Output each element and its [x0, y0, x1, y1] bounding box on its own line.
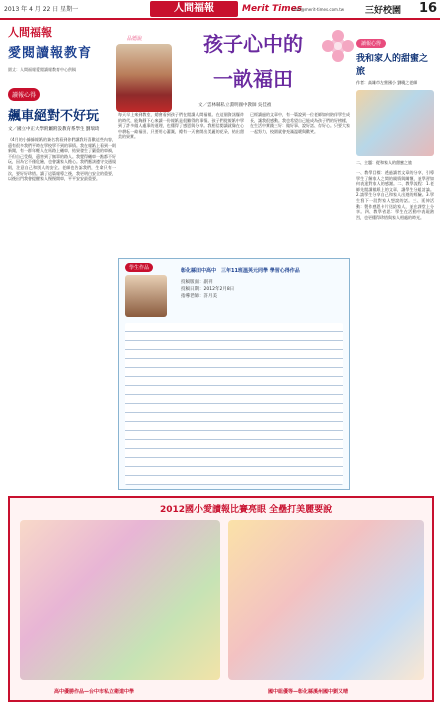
right-article-photo: [356, 90, 434, 156]
contest-artwork-1: [20, 520, 220, 680]
teacher-photo: [116, 36, 172, 112]
handwritten-essay: [125, 323, 343, 485]
right-article-title: 我和家人的甜蜜之旅: [356, 54, 429, 77]
article-author: 文／國立中正大學附屬附設教育系學生 劉瑞琦: [8, 127, 100, 132]
contest-band: [8, 496, 434, 702]
feature-column-1: [118, 112, 244, 252]
feature-byline: 文／雲林縣私立淵明國中教師 吳佳禎: [198, 103, 272, 108]
handwriting-heading: 彰化縣田中高中 三年11班溫英元同學 學習心得作品: [181, 268, 300, 274]
student-photo: [125, 275, 167, 317]
right-article: [356, 30, 434, 520]
contest-artwork-2: [228, 520, 424, 680]
page-header: [0, 0, 440, 20]
masthead-org: 園丈：人間福報愛閱讀報教育中心供稿: [8, 67, 76, 72]
right-article-tag: 讀報心得: [356, 39, 386, 48]
feature-body-1: 每天早上來到教室，總會看到孩子們在閱讀人間福報。在這個資訊爆炸的時代，能夠靜下心來讀一份報紙是很難得的事情。孩子們從報紙中學到了許多做人處事的道理，也懂得了感恩與分享。我相信閱讀就像在心中耕耘一畝福田，只要用心灌溉，總有一天會開出美麗的花朵，結出甜美的果實。: [118, 112, 244, 140]
brand-logo: 人間福報: [150, 1, 238, 17]
brand-english: Merit Times: [242, 4, 303, 14]
handwriting-tag: 學生作品: [125, 263, 153, 272]
article-headline: 飆車絕對不好玩: [8, 109, 100, 124]
contest-title: 2012國小愛讀報比賽亮眼 全壘打美麗要說: [160, 505, 333, 515]
feature-column-2: [250, 112, 350, 252]
contest-caption-1: 高中優勝作品—台中市私立衛道中學: [54, 689, 135, 695]
contact-email: staff@merit-times.com.tw: [292, 7, 345, 12]
right-article-author: 作者：高雄市左營國小 劉曉之老師: [356, 80, 418, 85]
right-article-body: 一、教學目標：透過讀者文章的分享，引導學生了解家人之間的親情與關懷，並學習如何表達對家人的感謝。二、教學流程：1.老師先閱讀報紙上的文章，讓學生分組討論。2.請學生分享自己和家人出遊的經驗。3.學生寫下一段對家人想說的話。三、延伸活動：製作感恩卡片送給家人，並在課堂上分享。四、教學省思：學生在活動中表現熱烈，也更懂得珍惜與家人相處的時光。: [356, 170, 434, 220]
feature-title-line-2: 一畝福田: [213, 67, 293, 91]
issue-date: 2013 年 4 月 22 日 星期一: [4, 6, 79, 13]
feature-title: [178, 28, 328, 98]
page-number: 16: [419, 1, 438, 16]
photo-label: 品德說: [127, 36, 143, 42]
right-article-caption: 二、主題：從和家人的甜蜜之旅: [356, 160, 412, 165]
article-tag: 讀報心得: [8, 88, 40, 101]
masthead-title: 愛閱讀報教育: [8, 46, 93, 61]
handwriting-meta-teacher: 指導老師：許月美: [181, 294, 217, 299]
student-handwriting-box: [118, 258, 350, 490]
handwriting-meta-section: 投稿版面：副刊: [181, 280, 213, 285]
column-masthead: [8, 24, 106, 72]
feature-body-2: 已經讀過的文章中，有一篇說到一位老師如何陪伴學生成長，讓我很感動。我也希望自己能成為孩子們的好榜樣，在生活中實踐三好：做好事、說好話、存好心。只要大家一起努力，校園就會充滿溫暖與歡笑。: [250, 112, 350, 134]
left-article: [8, 82, 116, 557]
contest-caption-2: 國中組優等—彰化縣溪州國中劉又晴: [268, 689, 349, 695]
section-title: 三好校園: [365, 6, 402, 16]
masthead-logo: 人間福報: [8, 26, 52, 39]
handwriting-meta-date: 投稿日期：2012年2月8日: [181, 287, 235, 292]
feature-title-line-1: 孩子心中的: [203, 32, 303, 56]
handwriting-meta: [181, 279, 234, 300]
article-body: 《4月的小綠綠報紙的簽名我看到你們讓我好喜歡這些內容，還有很多我們平時在學校學不到的事情。我在報紙上看到一則新聞，有一群年輕人在馬路上飆車，結果發生了嚴重的車禍，不但自己受傷，還害到了無辜的路人。我覺得飆車一點都不好玩，因為它不僅危險，也會讓家人擔心。我們應該遵守交通規則，注意自己和別人的安全。老師也告訴我們，生命只有一次，要好好珍惜。讀了這篇報導之後，我更明白安全的重要，以後出門我會提醒家人慢慢開車，平平安安最重要。: [8, 137, 116, 182]
